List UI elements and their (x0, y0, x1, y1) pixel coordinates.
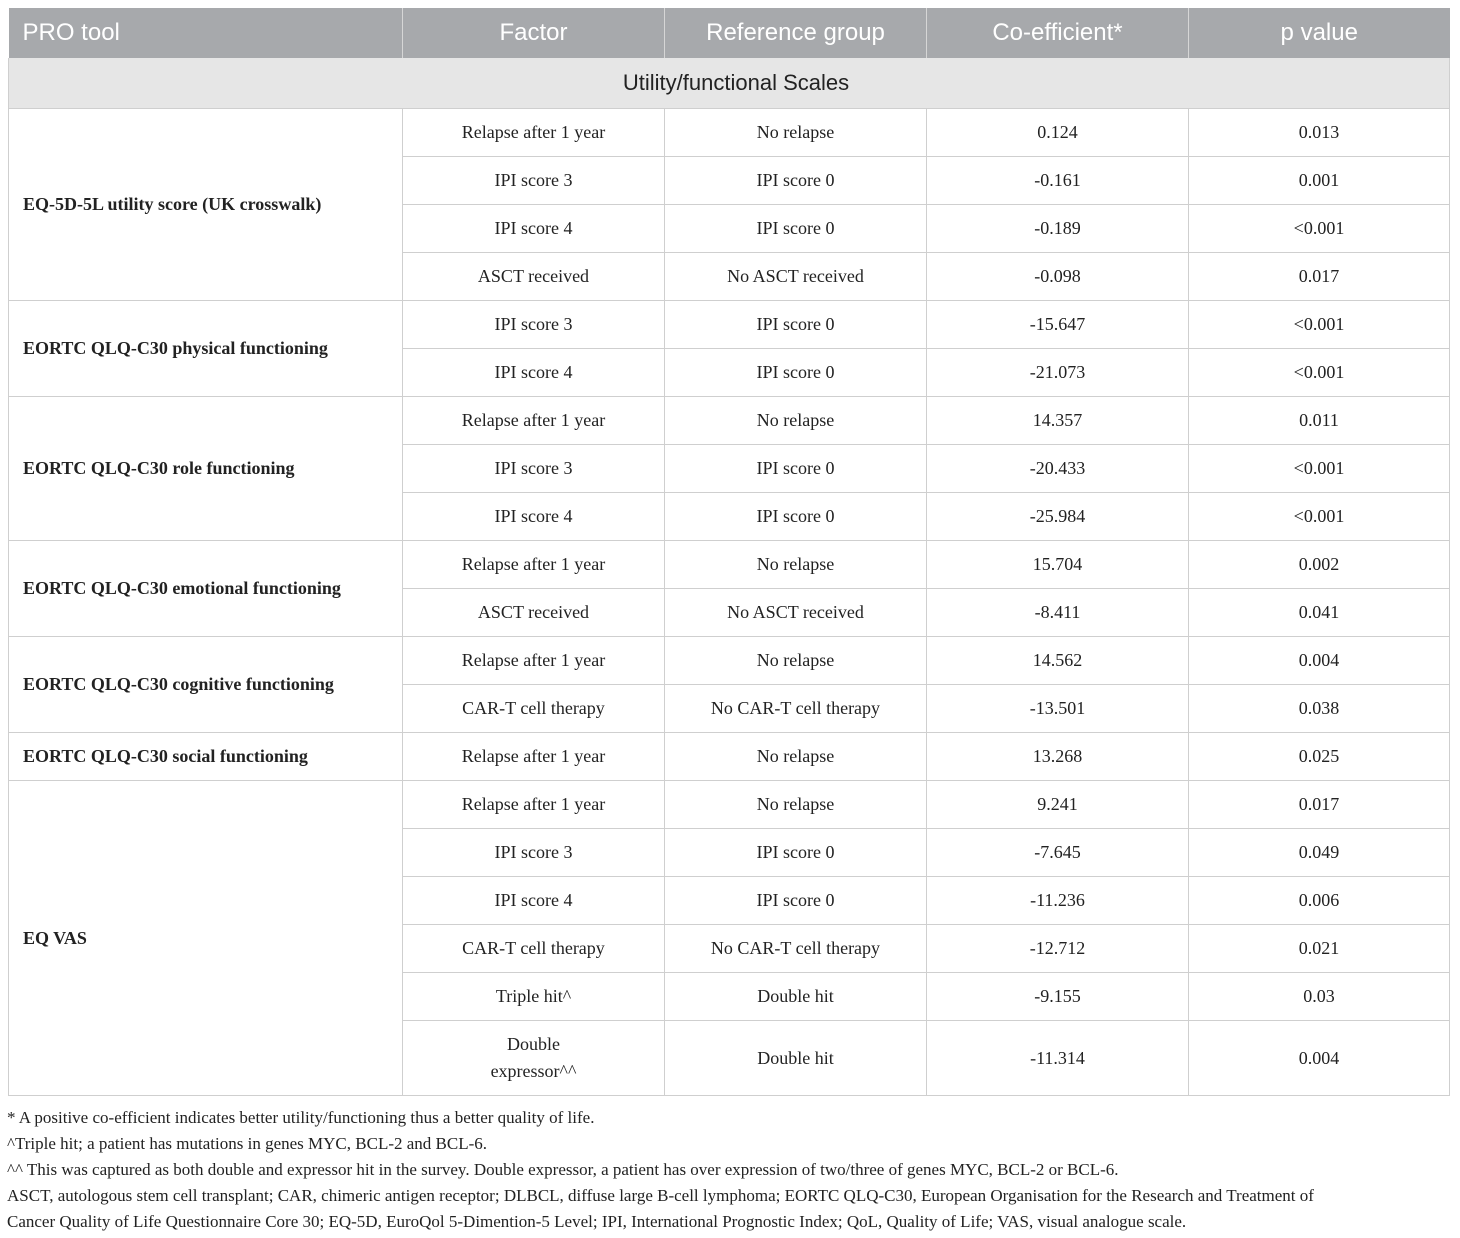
table-row (9, 637, 1450, 685)
p-value-cell: 0.017 (1189, 781, 1450, 829)
reference-group-cell: Double hit (665, 973, 927, 1021)
table-row (9, 301, 1450, 349)
coefficient-cell: -0.161 (927, 157, 1189, 205)
reference-group-cell: No relapse (665, 733, 927, 781)
p-value-cell: 0.004 (1189, 637, 1450, 685)
factor-cell: IPI score 3 (403, 445, 665, 493)
factor-cell: Relapse after 1 year (403, 109, 665, 157)
footnote-line: ASCT, autologous stem cell transplant; CAR, chimeric antigen receptor; DLBCL, diffuse large B-cell lymphoma; EORTC QLQ-C30, European Organisation for the Research and Treatment of (7, 1186, 1314, 1205)
factor-cell: IPI score 4 (403, 205, 665, 253)
p-value-cell: <0.001 (1189, 445, 1450, 493)
factor-cell: Relapse after 1 year (403, 637, 665, 685)
footnote-line: ^^ This was captured as both double and expressor hit in the survey. Double expressor, a patient has over expression of two/three of genes MYC, BCL-2 or BCL-6. (7, 1160, 1119, 1179)
pro-tool-cell: EORTC QLQ-C30 cognitive functioning (9, 637, 403, 733)
factor-cell: Relapse after 1 year (403, 733, 665, 781)
coefficient-cell: 15.704 (927, 541, 1189, 589)
footnote-line: Cancer Quality of Life Questionnaire Core 30; EQ-5D, EuroQol 5-Dimention-5 Level; IPI, International Prognostic Index; QoL, Quality of Life; VAS, visual analogue scale. (7, 1212, 1187, 1231)
pro-tool-cell: EORTC QLQ-C30 physical functioning (9, 301, 403, 397)
factor-cell: Relapse after 1 year (403, 541, 665, 589)
table-row (9, 733, 1450, 781)
coefficient-cell: -0.189 (927, 205, 1189, 253)
p-value-cell: <0.001 (1189, 301, 1450, 349)
footnote-line: * A positive co-efficient indicates better utility/functioning thus a better quality of life. (7, 1108, 595, 1127)
reference-group-cell: Double hit (665, 1021, 927, 1096)
section-row (9, 58, 1450, 109)
reference-group-cell: No relapse (665, 781, 927, 829)
factor-cell: IPI score 3 (403, 157, 665, 205)
coefficient-cell: -25.984 (927, 493, 1189, 541)
reference-group-cell: IPI score 0 (665, 829, 927, 877)
coefficient-cell: -11.314 (927, 1021, 1189, 1096)
reference-group-cell: IPI score 0 (665, 157, 927, 205)
factor-cell: IPI score 3 (403, 301, 665, 349)
p-value-cell: 0.041 (1189, 589, 1450, 637)
factor-cell (403, 1021, 665, 1096)
pro-tool-cell: EORTC QLQ-C30 social functioning (9, 733, 403, 781)
coefficient-cell: -20.433 (927, 445, 1189, 493)
factor-cell: IPI score 3 (403, 829, 665, 877)
factor-cell: Relapse after 1 year (403, 397, 665, 445)
coefficient-cell: -13.501 (927, 685, 1189, 733)
coefficient-cell: 14.562 (927, 637, 1189, 685)
factor-cell: Triple hit^ (403, 973, 665, 1021)
p-value-cell: 0.011 (1189, 397, 1450, 445)
coefficient-cell: 0.124 (927, 109, 1189, 157)
reference-group-cell: IPI score 0 (665, 493, 927, 541)
coefficient-cell: -12.712 (927, 925, 1189, 973)
coefficient-cell: -11.236 (927, 877, 1189, 925)
factor-cell: IPI score 4 (403, 349, 665, 397)
p-value-cell: 0.006 (1189, 877, 1450, 925)
coefficient-cell: -8.411 (927, 589, 1189, 637)
footnotes (7, 1105, 1449, 1235)
p-value-cell: <0.001 (1189, 349, 1450, 397)
factor-cell: CAR-T cell therapy (403, 685, 665, 733)
p-value-cell: 0.025 (1189, 733, 1450, 781)
factor-label: Double expressor^^ (490, 1034, 577, 1081)
coefficient-cell: 14.357 (927, 397, 1189, 445)
reference-group-cell: No CAR-T cell therapy (665, 685, 927, 733)
reference-group-cell: IPI score 0 (665, 877, 927, 925)
reference-group-cell: No relapse (665, 397, 927, 445)
reference-group-cell: No ASCT received (665, 589, 927, 637)
pro-tool-cell: EORTC QLQ-C30 emotional functioning (9, 541, 403, 637)
header-coefficient: Co-efficient* (927, 8, 1189, 58)
coefficient-cell: 13.268 (927, 733, 1189, 781)
p-value-cell: 0.013 (1189, 109, 1450, 157)
header-row (9, 8, 1450, 58)
coefficient-cell: -15.647 (927, 301, 1189, 349)
table-row (9, 781, 1450, 829)
coefficient-cell: -9.155 (927, 973, 1189, 1021)
header-factor: Factor (403, 8, 665, 58)
table-row (9, 397, 1450, 445)
p-value-cell: 0.017 (1189, 253, 1450, 301)
reference-group-cell: IPI score 0 (665, 445, 927, 493)
results-table (8, 8, 1450, 1096)
reference-group-cell: No relapse (665, 637, 927, 685)
pro-tool-cell: EQ-5D-5L utility score (UK crosswalk) (9, 109, 403, 301)
p-value-cell: 0.021 (1189, 925, 1450, 973)
p-value-cell: 0.001 (1189, 157, 1450, 205)
header-pro-tool: PRO tool (9, 8, 403, 58)
reference-group-cell: IPI score 0 (665, 301, 927, 349)
factor-cell: Relapse after 1 year (403, 781, 665, 829)
reference-group-cell: No relapse (665, 109, 927, 157)
coefficient-cell: -7.645 (927, 829, 1189, 877)
p-value-cell: 0.002 (1189, 541, 1450, 589)
p-value-cell: <0.001 (1189, 205, 1450, 253)
factor-cell: ASCT received (403, 589, 665, 637)
section-title: Utility/functional Scales (9, 58, 1450, 109)
results-table-container (8, 8, 1449, 1235)
reference-group-cell: No relapse (665, 541, 927, 589)
table-row (9, 541, 1450, 589)
reference-group-cell: No ASCT received (665, 253, 927, 301)
pro-tool-cell: EQ VAS (9, 781, 403, 1096)
p-value-cell: 0.049 (1189, 829, 1450, 877)
coefficient-cell: -0.098 (927, 253, 1189, 301)
coefficient-cell: 9.241 (927, 781, 1189, 829)
header-p-value: p value (1189, 8, 1450, 58)
coefficient-cell: -21.073 (927, 349, 1189, 397)
factor-cell: IPI score 4 (403, 493, 665, 541)
reference-group-cell: No CAR-T cell therapy (665, 925, 927, 973)
table-row (9, 109, 1450, 157)
p-value-cell: <0.001 (1189, 493, 1450, 541)
footnote-line: ^Triple hit; a patient has mutations in genes MYC, BCL-2 and BCL-6. (7, 1134, 488, 1153)
factor-cell: IPI score 4 (403, 877, 665, 925)
header-reference-group: Reference group (665, 8, 927, 58)
factor-cell: ASCT received (403, 253, 665, 301)
factor-cell: CAR-T cell therapy (403, 925, 665, 973)
p-value-cell: 0.03 (1189, 973, 1450, 1021)
p-value-cell: 0.004 (1189, 1021, 1450, 1096)
reference-group-cell: IPI score 0 (665, 349, 927, 397)
pro-tool-cell: EORTC QLQ-C30 role functioning (9, 397, 403, 541)
p-value-cell: 0.038 (1189, 685, 1450, 733)
reference-group-cell: IPI score 0 (665, 205, 927, 253)
